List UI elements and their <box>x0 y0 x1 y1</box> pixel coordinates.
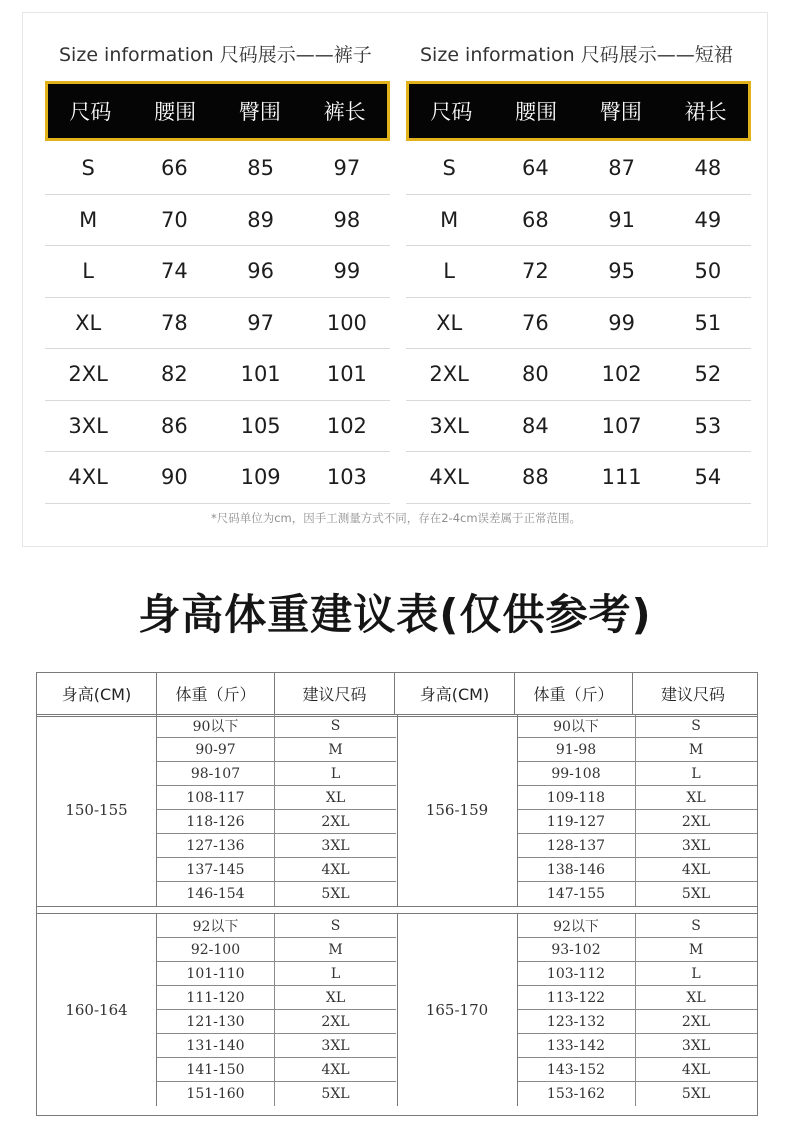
table-cell: XL <box>436 310 463 335</box>
table-cell: 51 <box>694 310 722 335</box>
table-cell: 96 <box>247 259 274 284</box>
table-row <box>157 834 396 858</box>
size-cell: L <box>691 965 701 982</box>
size-cell: L <box>691 765 701 782</box>
weight-cell: 128-137 <box>518 834 636 857</box>
table-row <box>45 401 390 453</box>
weight-cell: 90以下 <box>518 714 636 737</box>
table-row <box>157 914 396 938</box>
skirt-size-title: Size information 尺码展示——短裙 <box>420 44 733 66</box>
table-row <box>406 298 751 350</box>
weight-cell: 111-120 <box>157 986 275 1009</box>
header-cell: 身高(CM) <box>37 673 157 714</box>
table-cell: 49 <box>694 207 722 232</box>
recommend-title: 身高体重建议表(仅供参考) <box>138 590 652 639</box>
table-cell: 88 <box>522 465 549 490</box>
table-cell: 72 <box>522 259 549 284</box>
weight-cell: 90-97 <box>157 738 275 761</box>
table-row <box>406 246 751 298</box>
table-row <box>157 738 396 762</box>
weight-cell: 92以下 <box>157 914 275 937</box>
height-range-cell: 165-170 <box>398 914 518 1106</box>
size-cell: XL <box>325 989 346 1006</box>
table-cell: 86 <box>161 413 188 438</box>
header-cell: 尺码 <box>430 100 473 124</box>
size-cell: 3XL <box>681 1037 711 1054</box>
header-cell: 建议尺码 <box>660 685 725 704</box>
table-cell: 111 <box>601 465 642 490</box>
table-cell: S <box>81 156 95 181</box>
table-row <box>518 962 757 986</box>
header-cell: 腰围 <box>154 100 197 124</box>
table-cell: 84 <box>522 413 549 438</box>
table-row <box>518 986 757 1010</box>
table-cell: 85 <box>247 156 274 181</box>
size-cell: L <box>330 765 341 782</box>
size-cell: S <box>330 717 341 734</box>
header-cell: 臀围 <box>238 100 281 124</box>
size-cell: 5XL <box>321 1086 350 1102</box>
table-cell: 4XL <box>68 465 108 490</box>
table-row <box>45 452 390 504</box>
table-cell: M <box>440 207 459 232</box>
weight-cell: 109-118 <box>518 786 636 809</box>
table-cell: S <box>442 156 456 181</box>
table-row <box>45 143 390 195</box>
table-row <box>518 914 757 938</box>
recommend-block <box>37 714 397 906</box>
table-cell: 52 <box>694 362 722 387</box>
table-cell: 2XL <box>68 362 108 387</box>
weight-cell: 119-127 <box>518 810 636 833</box>
size-cell: XL <box>325 789 346 806</box>
table-cell: 3XL <box>429 413 469 438</box>
weight-cell: 101-110 <box>157 962 275 985</box>
table-cell: 100 <box>326 310 367 335</box>
size-cell: 3XL <box>681 837 711 854</box>
size-cell: M <box>688 941 704 958</box>
table-cell: 99 <box>333 259 361 284</box>
measurement-note: *尺码单位为cm，因手工测量方式不同，存在2-4cm误差属于正常范围。 <box>210 511 582 525</box>
table-row <box>157 882 396 906</box>
height-range-cell: 156-159 <box>398 714 518 906</box>
size-cell: 4XL <box>321 1061 350 1078</box>
size-cell: 4XL <box>681 861 711 878</box>
header-cell: 体重（斤） <box>515 673 633 714</box>
height-weight-table <box>36 672 758 1116</box>
table-cell: 103 <box>326 465 367 490</box>
table-row <box>406 349 751 401</box>
weight-cell: 93-102 <box>518 938 636 961</box>
table-row <box>157 1082 396 1106</box>
table-cell: 98 <box>333 207 361 232</box>
weight-cell: 92-100 <box>157 938 275 961</box>
table-cell: 64 <box>522 156 549 181</box>
weight-size-rows <box>157 714 396 906</box>
size-cell: M <box>688 741 704 758</box>
table-cell: 82 <box>161 362 188 387</box>
weight-cell: 108-117 <box>157 786 275 809</box>
table-row <box>406 143 751 195</box>
weight-cell: 98-107 <box>157 762 275 785</box>
weight-cell: 151-160 <box>157 1082 275 1106</box>
weight-size-rows <box>518 714 757 906</box>
header-cell: 腰围 <box>515 100 558 124</box>
weight-cell: 103-112 <box>518 962 636 985</box>
table-row <box>406 452 751 504</box>
table-cell: 101 <box>326 362 367 387</box>
table-row <box>518 762 757 786</box>
weight-cell: 147-155 <box>518 882 636 906</box>
height-range-cell: 160-164 <box>37 914 157 1106</box>
recommend-block <box>37 914 397 1106</box>
size-cell: L <box>330 965 341 982</box>
table-row <box>406 401 751 453</box>
table-cell: 99 <box>608 310 635 335</box>
table-cell: 4XL <box>429 465 469 490</box>
weight-cell: 133-142 <box>518 1034 636 1057</box>
header-cell: 身高(CM) <box>395 673 515 714</box>
header-cell: 臀围 <box>599 100 642 124</box>
weight-cell: 146-154 <box>157 882 275 906</box>
recommend-header-row <box>37 673 757 717</box>
table-row <box>157 986 396 1010</box>
table-row <box>518 1082 757 1106</box>
table-row <box>518 938 757 962</box>
skirt-header-row <box>406 81 751 141</box>
weight-size-rows <box>157 914 396 1106</box>
table-row <box>45 195 390 247</box>
weight-cell: 121-130 <box>157 1010 275 1033</box>
table-cell: 91 <box>608 207 635 232</box>
table-row <box>518 738 757 762</box>
table-cell: 68 <box>522 207 549 232</box>
weight-cell: 113-122 <box>518 986 636 1009</box>
weight-cell: 91-98 <box>518 738 636 761</box>
table-separator <box>37 906 757 914</box>
table-cell: 2XL <box>429 362 469 387</box>
size-cell: S <box>691 717 701 734</box>
skirt-rows <box>406 143 751 504</box>
table-cell: 78 <box>161 310 188 335</box>
table-cell: L <box>82 259 94 284</box>
weight-cell: 92以下 <box>518 914 636 937</box>
weight-cell: 153-162 <box>518 1082 636 1106</box>
header-cell: 尺码 <box>69 100 112 124</box>
weight-cell: 123-132 <box>518 1010 636 1033</box>
table-row <box>157 714 396 738</box>
weight-cell: 138-146 <box>518 858 636 881</box>
table-row <box>45 246 390 298</box>
height-range-cell: 150-155 <box>37 714 157 906</box>
table-row <box>518 1034 757 1058</box>
table-cell: 70 <box>161 207 188 232</box>
weight-cell: 131-140 <box>157 1034 275 1057</box>
table-row <box>518 714 757 738</box>
size-cell: 4XL <box>681 1061 711 1078</box>
table-cell: 50 <box>694 259 722 284</box>
table-cell: 97 <box>247 310 274 335</box>
table-row <box>518 1010 757 1034</box>
recommend-block <box>397 914 758 1106</box>
table-row <box>518 858 757 882</box>
table-row <box>157 1058 396 1082</box>
size-info-panel <box>22 12 768 547</box>
table-cell: 109 <box>240 465 281 490</box>
table-cell: 90 <box>161 465 188 490</box>
weight-cell: 141-150 <box>157 1058 275 1081</box>
weight-cell: 127-136 <box>157 834 275 857</box>
size-cell: 5XL <box>321 886 350 902</box>
size-cell: M <box>328 741 343 758</box>
table-row <box>157 938 396 962</box>
size-cell: 5XL <box>681 1086 711 1102</box>
table-cell: 102 <box>326 413 367 438</box>
size-cell: 2XL <box>321 1013 350 1030</box>
table-row <box>157 1010 396 1034</box>
table-row <box>157 962 396 986</box>
size-cell: 3XL <box>321 1037 350 1054</box>
size-cell: 3XL <box>321 837 350 854</box>
table-cell: M <box>79 207 98 232</box>
table-cell: 48 <box>694 156 722 181</box>
weight-cell: 137-145 <box>157 858 275 881</box>
table-cell: 54 <box>694 465 722 490</box>
table-cell: 74 <box>161 259 188 284</box>
table-cell: 107 <box>601 413 642 438</box>
table-row <box>518 810 757 834</box>
header-cell: 裤长 <box>323 100 366 124</box>
table-cell: 80 <box>522 362 549 387</box>
table-cell: 76 <box>522 310 549 335</box>
size-cell: 2XL <box>681 1013 711 1030</box>
weight-cell: 118-126 <box>157 810 275 833</box>
table-cell: 89 <box>247 207 274 232</box>
table-cell: 53 <box>694 413 722 438</box>
table-row <box>406 195 751 247</box>
size-cell: S <box>691 917 701 934</box>
weight-cell: 90以下 <box>157 714 275 737</box>
size-cell: XL <box>686 989 706 1006</box>
size-cell: S <box>330 917 341 934</box>
size-cell: M <box>328 941 343 958</box>
table-cell: 3XL <box>68 413 108 438</box>
table-cell: 97 <box>333 156 361 181</box>
weight-size-rows <box>518 914 757 1106</box>
table-cell: 105 <box>240 413 281 438</box>
size-cell: 2XL <box>681 813 711 830</box>
table-cell: 101 <box>240 362 281 387</box>
header-cell: 裙长 <box>684 100 727 124</box>
table-cell: L <box>443 259 455 284</box>
table-row <box>518 786 757 810</box>
header-cell: 体重（斤） <box>157 673 275 714</box>
table-row <box>518 882 757 906</box>
table-row <box>518 1058 757 1082</box>
pants-size-title: Size information 尺码展示——裤子 <box>59 44 372 66</box>
recommend-group-top <box>37 714 757 906</box>
table-row <box>157 786 396 810</box>
size-cell: 2XL <box>321 813 350 830</box>
recommend-block <box>397 714 758 906</box>
table-row <box>157 858 396 882</box>
table-row <box>45 349 390 401</box>
pants-header-row <box>45 81 390 141</box>
recommend-group-bottom <box>37 914 757 1106</box>
table-row <box>157 1034 396 1058</box>
size-cell: 5XL <box>681 886 711 902</box>
table-cell: 95 <box>608 259 635 284</box>
size-cell: 4XL <box>321 861 350 878</box>
weight-cell: 143-152 <box>518 1058 636 1081</box>
header-cell: 建议尺码 <box>275 673 395 714</box>
table-row <box>45 298 390 350</box>
table-row <box>518 834 757 858</box>
table-row <box>157 810 396 834</box>
weight-cell: 99-108 <box>518 762 636 785</box>
table-cell: 66 <box>161 156 188 181</box>
size-cell: XL <box>686 789 706 806</box>
table-cell: 87 <box>608 156 635 181</box>
table-cell: XL <box>75 310 102 335</box>
table-row <box>157 762 396 786</box>
table-cell: 102 <box>601 362 642 387</box>
pants-rows <box>45 143 390 504</box>
